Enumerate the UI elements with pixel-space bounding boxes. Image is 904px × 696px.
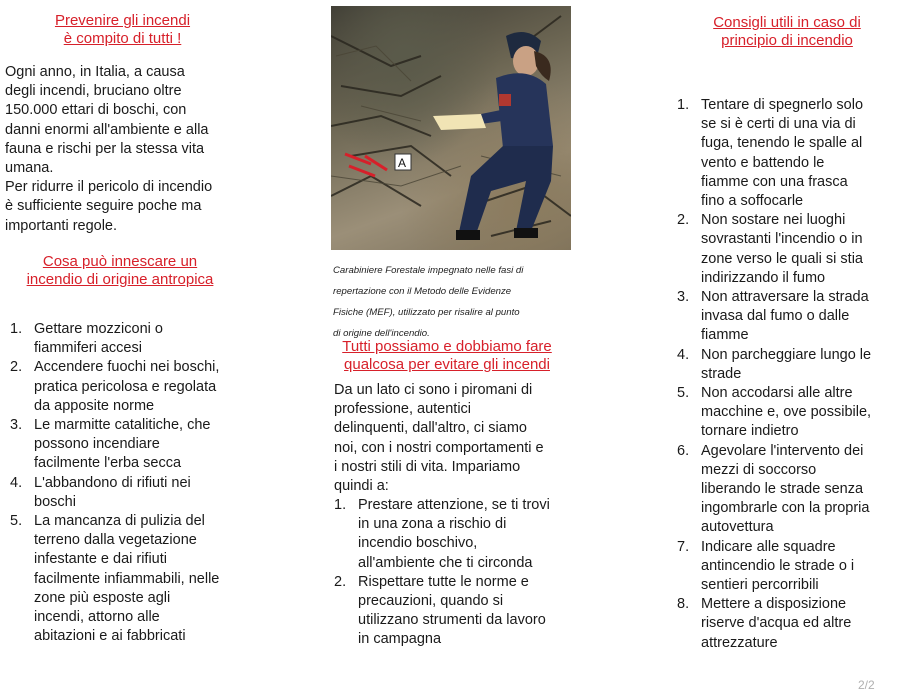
intro-line: degli incendi, bruciano oltre [5,83,182,100]
list-item-line: utilizzano strumenti da lavoro [358,612,546,629]
list-item [334,573,579,650]
intro-line: quindi a: [334,478,389,495]
list-item-line: Prestare attenzione, se ti trovi [358,497,550,513]
list-item-line: antincendio le strade o i [701,557,855,574]
list-item-number: 2. [334,573,347,590]
list-item-number: 8. [677,596,690,613]
middle-intro [334,381,579,496]
list-item-line: ingombrarle con la propria [701,500,870,517]
list-item [677,595,901,653]
list-item [677,96,901,211]
list-item [10,474,250,512]
list-item [10,512,250,646]
left-subtitle [5,253,235,289]
list-item-line: possono incendiare [34,436,160,453]
list-item-line: fiamme con una frasca [701,173,848,190]
intro-line: Ogni anno, in Italia, a causa [5,64,185,80]
intro-line: noi, con i nostri comportamenti e [334,439,544,456]
list-item [10,416,250,474]
list-item-line: fino a soffocarle [701,193,804,210]
list-item-number: 6. [677,442,690,459]
list-item-line: Tentare di spegnerlo solo [701,97,864,113]
list-item-line: Accendere fuochi nei boschi, [34,359,220,376]
intro-line: 150.000 ettari di boschi, con [5,102,187,119]
list-item-line: sovrastanti l'incendio o in [701,231,863,248]
intro-line: è sufficiente seguire poche ma [5,198,202,215]
intro-line: danni enormi all'ambiente e alla [5,121,209,138]
caption-line: Carabiniere Forestale impegnato nelle fasi di [333,264,524,276]
right-title [676,14,898,50]
intro-line: i nostri stili di vita. Impariamo [334,458,521,475]
list-item-line: tornare indietro [701,423,799,440]
list-item-number: 4. [677,346,690,363]
list-item-number: 3. [677,289,690,306]
list-item [10,358,250,416]
list-item-line: incendio boschivo, [358,535,478,552]
intro-line: fauna e rischi per la stessa vita [5,140,205,157]
list-item-line: se si è certi di una via di [701,116,856,133]
list-item-line: zone verso le quali si stia [701,250,863,267]
photo-marker-label: A [398,156,407,170]
list-item-number: 4. [10,474,23,491]
right-list [677,96,901,653]
list-item-line: fuga, tenendo le spalle al [701,135,863,152]
list-item-line: pratica pericolosa e regolata [34,378,217,395]
list-item-line: autovettura [701,519,774,536]
list-item-number: 1. [334,497,347,513]
intro-line: umana. [5,160,54,177]
list-item-line: in campagna [358,631,442,648]
photo-illustration [331,6,571,250]
list-item-line: L'abbandono di rifiuti nei [34,474,191,491]
list-item-line: Non sostare nei luoghi [701,212,846,229]
list-item-line: fiammiferi accesi [34,340,142,357]
list-item-line: incendi, attorno alle [34,609,160,626]
list-item-number: 3. [10,417,23,434]
left-list [10,320,250,646]
list-item-line: Non parcheggiare lungo le [701,346,872,363]
list-item-line: in una zona a rischio di [358,516,507,533]
list-item-line: Non accodarsi alle altre [701,385,853,402]
list-item-line: Rispettare tutte le norme e [358,573,529,590]
left-intro [5,63,245,236]
middle-title-line-2: qualcosa per evitare gli incendi [344,356,550,373]
right-title-line-1: Consigli utili in caso di [713,14,861,31]
list-item-number: 5. [677,385,690,402]
photo-caption [333,255,571,349]
list-item [677,288,901,346]
list-item-line: facilmente infiammabili, nelle [34,570,220,587]
list-item-line: attrezzature [701,634,778,651]
left-title-line-2: è compito di tutti ! [63,30,182,47]
list-item-line: boschi [34,493,76,510]
intro-line: Per ridurre il pericolo di incendio [5,179,213,196]
list-item [334,496,579,573]
list-item-line: Le marmitte catalitiche, che [34,417,211,434]
left-title [5,12,240,48]
intro-line: delinquenti, dall'altro, ci siamo [334,420,527,437]
forest-officer-photo [331,6,571,250]
list-item [677,538,901,596]
right-title-line-2: principio di incendio [721,32,853,49]
intro-line: importanti regole. [5,217,118,234]
list-item-line: mezzi di soccorso [701,461,817,478]
list-item [677,442,901,538]
list-item-line: Agevolare l'intervento dei [701,442,864,459]
list-item-line: fiamme [701,327,749,344]
list-item [10,320,250,358]
list-item-number: 5. [10,513,23,530]
list-item-line: vento e battendo le [701,154,825,171]
list-item-line: zone più esposte agli [34,589,171,606]
list-item-line: Indicare alle squadre [701,538,836,555]
list-item-line: indirizzando il fumo [701,269,826,286]
list-item-line: all'ambiente che ti circonda [358,554,533,571]
list-item-line: sentieri percorribili [701,577,819,594]
page-number: 2/2 [858,678,875,692]
intro-line: Da un lato ci sono i piromani di [334,382,533,398]
left-subtitle-line-2: incendio di origine antropica [26,271,214,288]
list-item-line: invasa dal fumo o dalle [701,308,850,325]
list-item [677,211,901,288]
list-item-line: precauzioni, quando si [358,593,504,610]
list-item-line: Gettare mozziconi o [34,321,163,337]
list-item-line: strade [701,365,742,382]
list-item-line: La mancanza di pulizia del [34,513,205,530]
list-item [677,346,901,384]
list-item-line: facilmente l'erba secca [34,455,182,472]
list-item-line: abitazioni e ai fabbricati [34,628,186,645]
intro-line: professione, autentici [334,401,472,418]
list-item-number: 1. [677,97,690,113]
list-item-line: riserve d'acqua ed altre [701,615,852,632]
list-item-line: liberando le strade senza [701,481,864,498]
list-item-line: terreno dalla vegetazione [34,532,197,549]
list-item-number: 1. [10,321,23,337]
left-subtitle-line-1: Cosa può innescare un [42,253,198,270]
list-item-number: 2. [677,212,690,229]
caption-line: di origine dell'incendio. [333,327,430,339]
caption-line: repertazione con il Metodo delle Evidenze [333,285,512,297]
middle-title-line-1: Tutti possiamo e dobbiamo fare [342,338,552,355]
list-item-line: da apposite norme [34,397,155,414]
list-item-line: macchine e, ove possibile, [701,404,872,421]
middle-title [333,338,561,374]
list-item-line: Mettere a disposizione [701,596,847,613]
list-item-number: 2. [10,359,23,376]
list-item-line: Non attraversare la strada [701,289,869,306]
left-title-line-1: Prevenire gli incendi [54,12,191,29]
list-item [677,384,901,442]
caption-line: Fisiche (MEF), utilizzato per risalire al punto [333,306,520,318]
list-item-line: infestante e dai rifiuti [34,551,167,568]
list-item-number: 7. [677,538,690,555]
middle-list [334,496,579,650]
